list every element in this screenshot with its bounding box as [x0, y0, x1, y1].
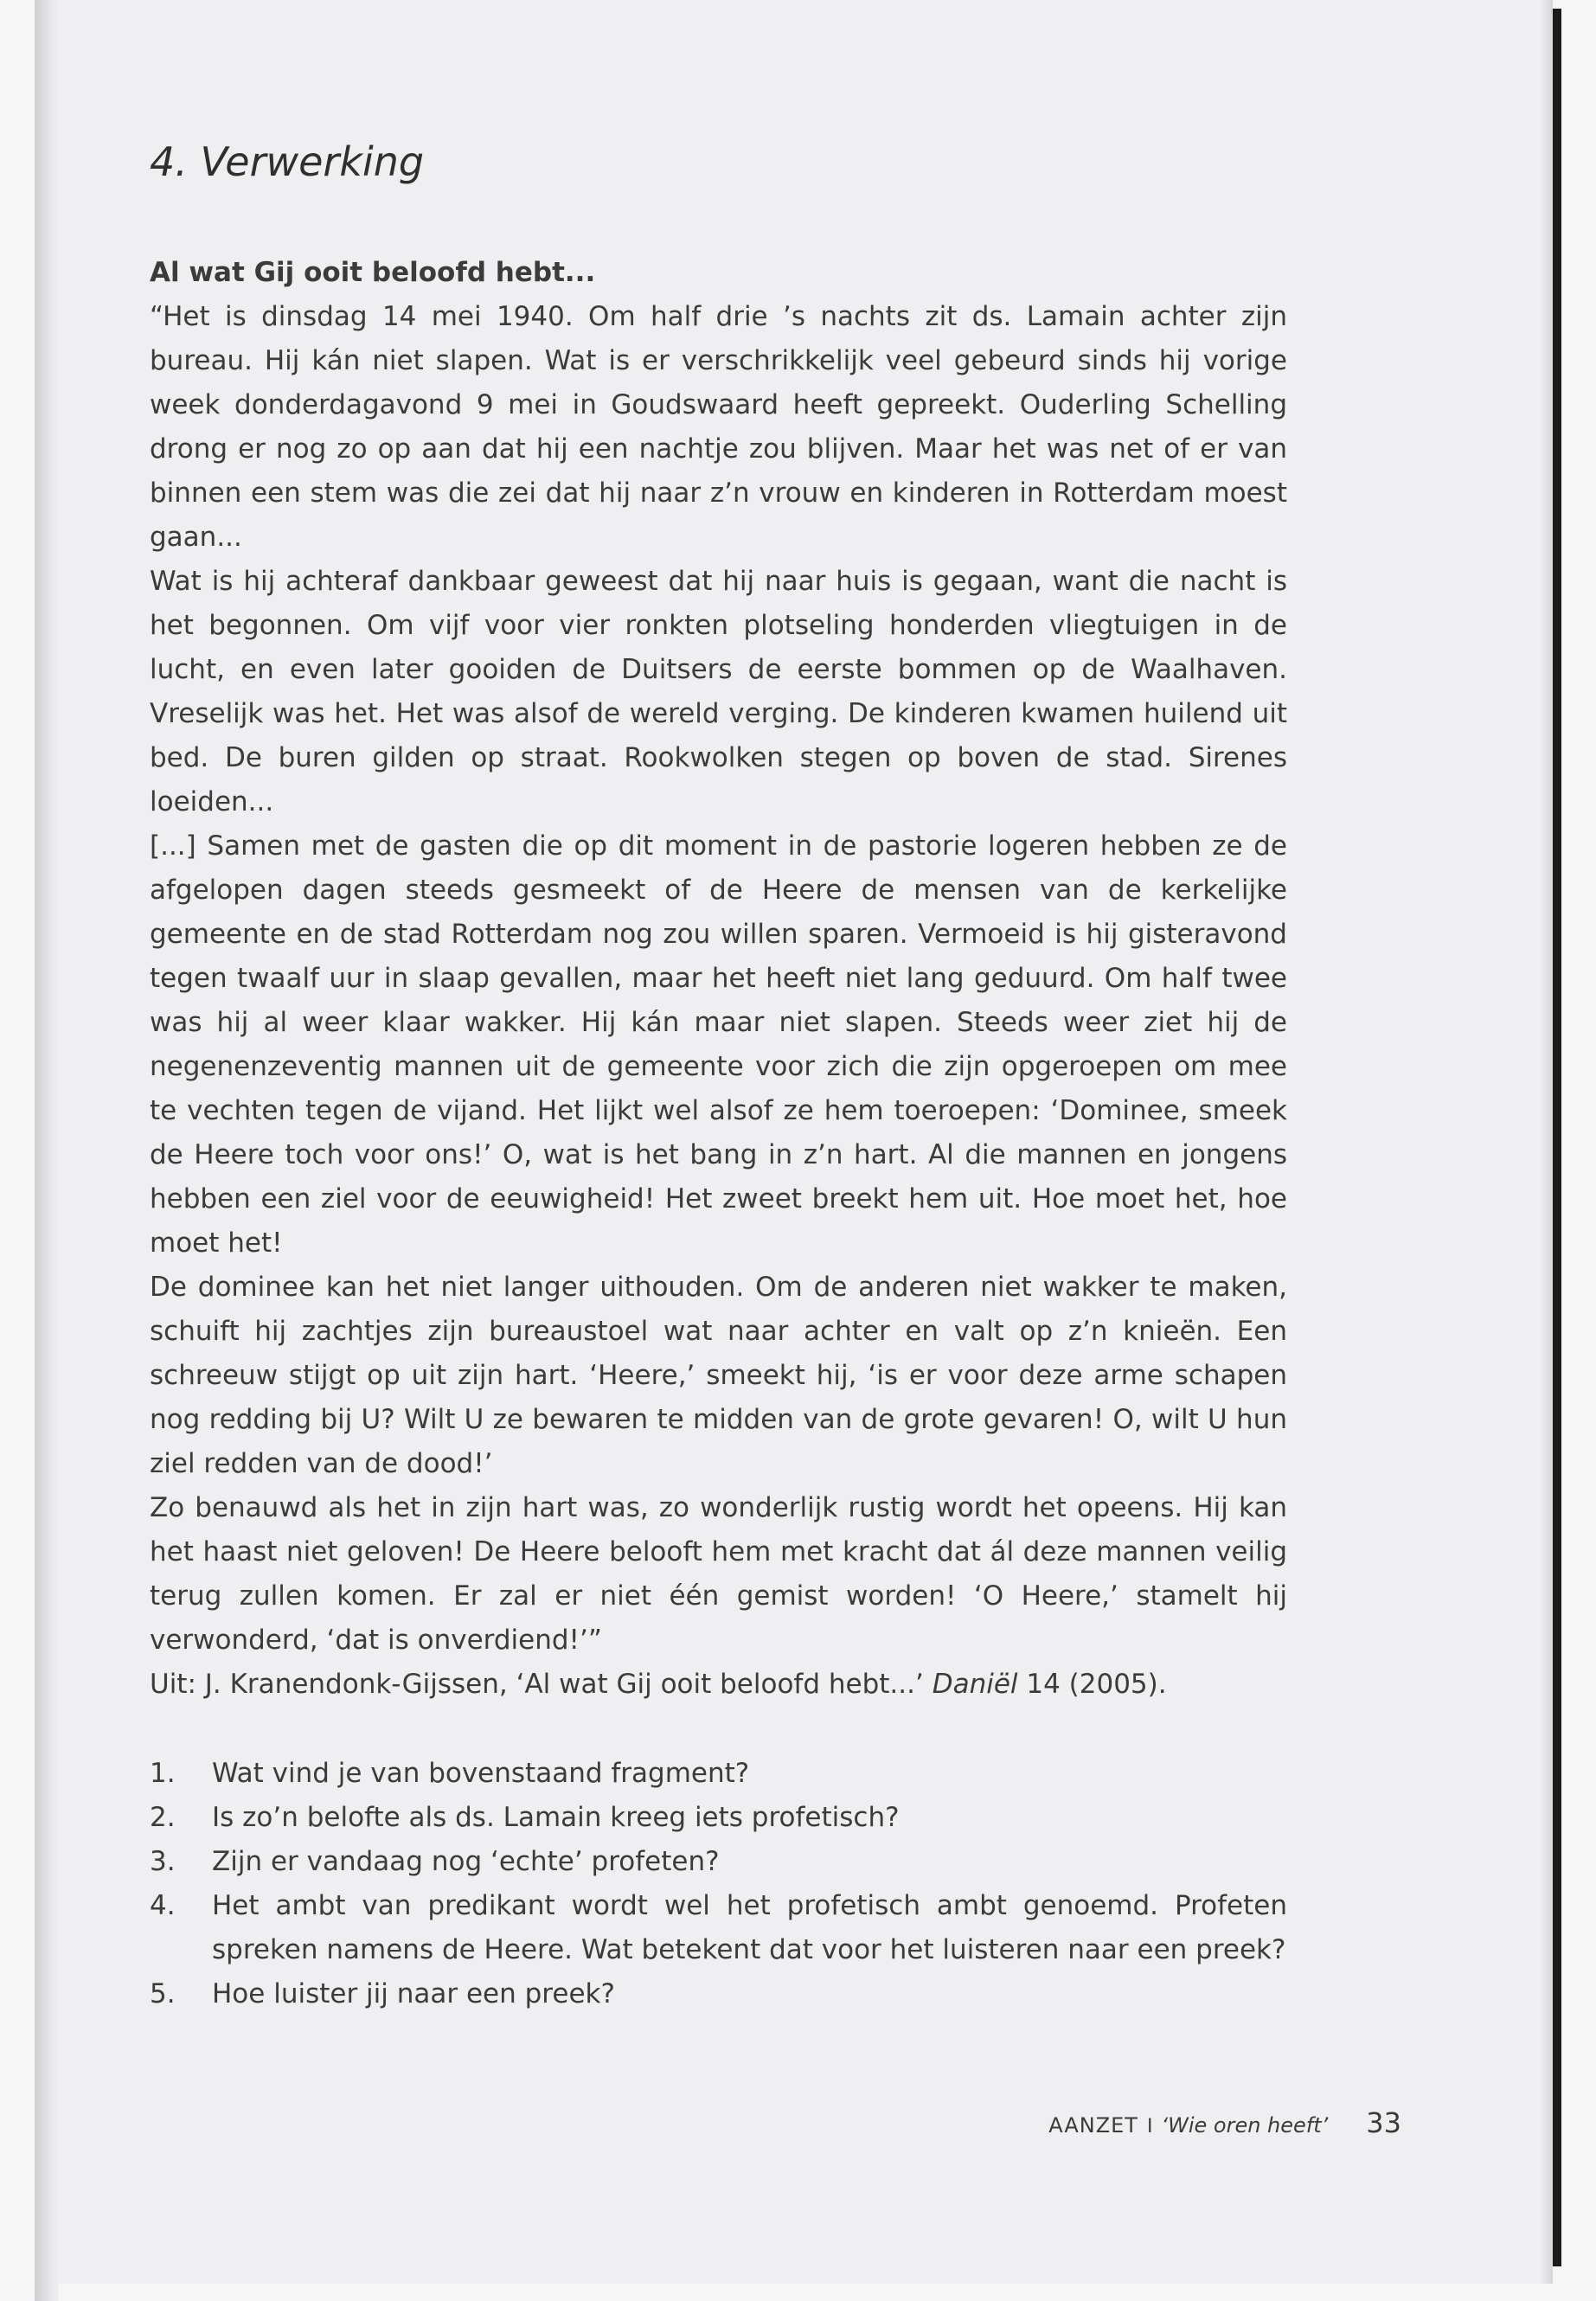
question-list [150, 1752, 1287, 2016]
question-text: Het ambt van predikant wordt wel het profetisch ambt genoemd. Profeten spreken namens de Heere. Wat betekent dat voor het luisteren naar een preek? [212, 1890, 1287, 1965]
question-number: 4. [150, 1890, 176, 1921]
question-item [150, 1752, 1287, 1796]
magazine-name: AANZET [1048, 2113, 1138, 2138]
page-edge [1553, 9, 1561, 2266]
section-title: 4. Verwerking [150, 138, 425, 185]
question-item [150, 1796, 1287, 1840]
question-text: Hoe luister jij naar een preek? [212, 1978, 615, 2009]
footer-separator: I [1146, 2116, 1153, 2138]
question-number: 2. [150, 1802, 176, 1833]
paragraph: De dominee kan het niet langer uithouden. Om de anderen niet wakker te maken, schuift hij zachtjes zijn bureaustoel wat naar achter en valt op z’n knieën. Een schreeuw stijgt op uit zijn hart. ‘Heere,’ smeekt hij, ‘is er voor deze arme schapen nog redding bij U? Wilt U ze bewaren te midden van de grote gevaren! O, wilt U hun ziel redden van de dood!’ [150, 1272, 1287, 1479]
paragraph: [...] Samen met de gasten die op dit moment in de pastorie logeren hebben ze de afgelopen dagen steeds gesmeekt of de Heere de mensen van de kerkelijke gemeente en de stad Rotterdam nog zou willen sparen. Vermoeid is hij gisteravond tegen twaalf uur in slaap gevallen, maar het heeft niet lang geduurd. Om half twee was hij al weer klaar wakker. Hij kán maar niet slapen. Steeds weer ziet hij de negenenzeventig mannen uit de gemeente voor zich die zijn opgeroepen om mee te vechten tegen de vijand. Het lijkt wel alsof ze hem toeroepen: ‘Dominee, smeek de Heere toch voor ons!’ O, wat is het bang in z’n hart. Al die mannen en jongens hebben een ziel voor de eeuwigheid! Het zweet breekt hem uit. Hoe moet het, hoe moet het! [150, 830, 1287, 1259]
source-citation [150, 1663, 1287, 1707]
question-text: Is zo’n belofte als ds. Lamain kreeg iets profetisch? [212, 1802, 900, 1833]
question-number: 3. [150, 1846, 176, 1877]
paragraph: Wat is hij achteraf dankbaar geweest dat hij naar huis is gegaan, want die nacht is het begonnen. Om vijf voor vier ronkten plotseling honderden vliegtuigen in de lucht, en even later gooiden de Duitsers de eerste bommen op de Waalhaven. Vreselijk was het. Het was alsof de wereld verging. De kinderen kwamen huilend uit bed. De buren gilden op straat. Rookwolken stegen op boven de stad. Sirenes loeiden... [150, 566, 1287, 817]
fragment-heading: Al wat Gij ooit beloofd hebt... [150, 257, 596, 288]
fragment-body [150, 251, 1287, 1707]
source-suffix: 14 (2005). [1017, 1669, 1167, 1700]
page-content [150, 138, 1287, 2016]
question-item [150, 1972, 1287, 2016]
source-prefix: Uit: J. Kranendonk-Gijssen, ‘Al wat Gij ooit beloofd hebt...’ [150, 1669, 933, 1700]
issue-subtitle: ‘Wie oren heeft’ [1161, 2113, 1329, 2138]
question-number: 1. [150, 1758, 176, 1789]
question-item [150, 1840, 1287, 1884]
question-number: 5. [150, 1978, 176, 2009]
source-journal: Daniël [932, 1669, 1018, 1700]
question-item [150, 1884, 1287, 1972]
page-footer [1012, 2106, 1401, 2139]
question-text: Wat vind je van bovenstaand fragment? [212, 1758, 750, 1789]
paragraph: “Het is dinsdag 14 mei 1940. Om half drie ’s nachts zit ds. Lamain achter zijn bureau. Hij kán niet slapen. Wat is er verschrikkelijk veel gebeurd sinds hij vorige week donderdagavond 9 mei in Goudswaard heeft gepreekt. Ouderling Schelling drong er nog zo op aan dat hij een nachtje zou blijven. Maar het was net of er van binnen een stem was die zei dat hij naar z’n vrouw en kinderen in Rotterdam moest gaan... [150, 301, 1287, 553]
paragraph: Zo benauwd als het in zijn hart was, zo wonderlijk rustig wordt het opeens. Hij kan het haast niet geloven! De Heere belooft hem met kracht dat ál deze mannen veilig terug zullen komen. Er zal er niet één gemist worden! ‘O Heere,’ stamelt hij verwonderd, ‘dat is onverdiend!’” [150, 1492, 1287, 1656]
book-spine-shadow [35, 0, 59, 2301]
question-text: Zijn er vandaag nog ‘echte’ profeten? [212, 1846, 720, 1877]
page-number: 33 [1366, 2106, 1401, 2139]
page-edge-shadow [1540, 0, 1553, 2284]
